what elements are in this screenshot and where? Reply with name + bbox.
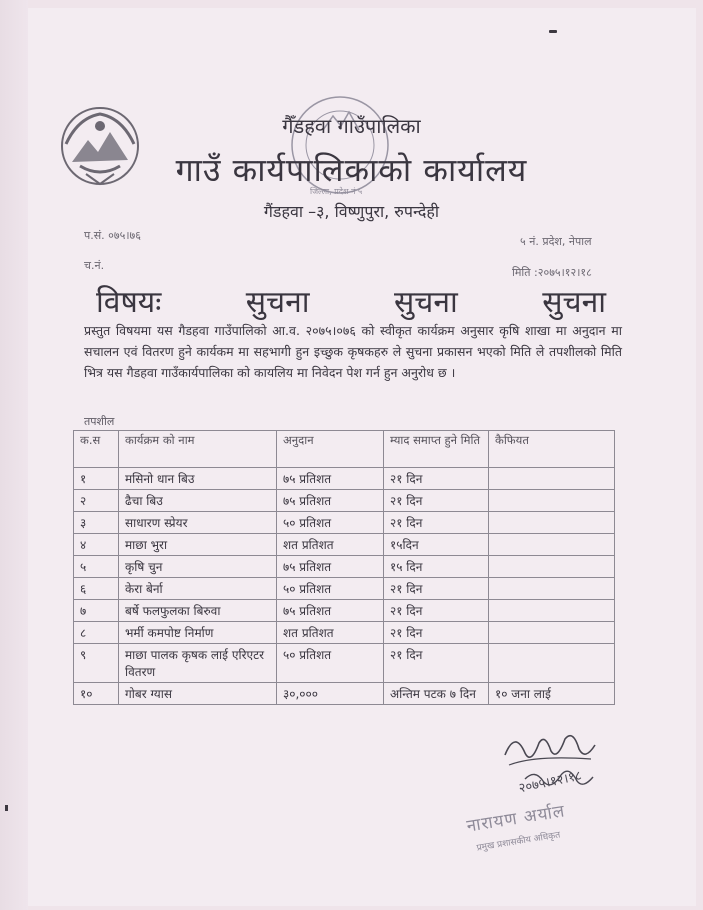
cell-sn: ४: [74, 534, 119, 556]
office-address: गैंडहवा –३, विष्णुपुरा, रुपन्देही: [263, 202, 440, 221]
cell-remarks: [489, 512, 615, 534]
cell-remarks: [489, 556, 615, 578]
cell-remarks: १० जना लाई: [489, 683, 615, 705]
cell-subsidy: ७५ प्रतिशत: [277, 468, 384, 490]
cell-deadline: २१ दिन: [384, 644, 489, 683]
table-row: [74, 534, 615, 556]
cell-sn: ८: [74, 622, 119, 644]
dispatch-number: च.नं.: [84, 259, 105, 272]
cell-remarks: [489, 622, 615, 644]
seal-text: जिल्ला, प्रदेश नं ५: [310, 187, 363, 196]
col-header-sn: क.स: [74, 431, 119, 468]
table-header-row: [74, 431, 615, 468]
notice-date: मिति :२०७५।१२।१८: [512, 266, 592, 279]
subject-line: [96, 280, 606, 321]
cell-subsidy: ७५ प्रतिशत: [277, 490, 384, 512]
cell-program: बर्षे फलफुलका बिरुवा: [119, 600, 277, 622]
signature-date: २०७५।१२।१८: [517, 768, 584, 797]
details-label: तपशील: [84, 415, 115, 428]
cell-deadline: २१ दिन: [384, 622, 489, 644]
cell-program: भर्मी कमपोष्ट निर्माण: [119, 622, 277, 644]
table-row: [74, 512, 615, 534]
ink-mark: [5, 805, 8, 811]
cell-sn: १: [74, 468, 119, 490]
table-row: [74, 490, 615, 512]
subject-label: विषयः: [96, 285, 162, 320]
subject-word: सुचना: [245, 285, 310, 320]
table-row: [74, 644, 615, 683]
col-header-remarks: कैफियत: [489, 431, 615, 468]
province-label: ५ नं. प्रदेश, नेपाल: [520, 235, 592, 248]
table-row: [74, 683, 615, 705]
reference-number: प.सं. ०७५।७६: [84, 229, 141, 242]
stamp-title: प्रमुख प्रशासकीय अधिकृत: [475, 830, 561, 854]
cell-subsidy: ५० प्रतिशत: [277, 578, 384, 600]
cell-remarks: [489, 534, 615, 556]
cell-program: गोबर ग्यास: [119, 683, 277, 705]
cell-deadline: २१ दिन: [384, 468, 489, 490]
cell-deadline: १५दिन: [384, 534, 489, 556]
col-header-subsidy: अनुदान: [277, 431, 384, 468]
cell-subsidy: ३०,०००: [277, 683, 384, 705]
table-row: [74, 468, 615, 490]
cell-remarks: [489, 490, 615, 512]
cell-program: ढैचा बिउ: [119, 490, 277, 512]
cell-remarks: [489, 600, 615, 622]
office-name-small: गैँडहवा गाउँपालिका: [282, 114, 421, 138]
ink-mark: [549, 30, 557, 33]
table-row: [74, 600, 615, 622]
cell-subsidy: ५० प्रतिशत: [277, 512, 384, 534]
cell-remarks: [489, 644, 615, 683]
cell-remarks: [489, 578, 615, 600]
cell-program: केरा बेर्ना: [119, 578, 277, 600]
cell-subsidy: ७५ प्रतिशत: [277, 556, 384, 578]
cell-sn: १०: [74, 683, 119, 705]
cell-sn: ३: [74, 512, 119, 534]
cell-program: माछा भुरा: [119, 534, 277, 556]
cell-subsidy: शत प्रतिशत: [277, 622, 384, 644]
col-header-deadline: म्याद समाप्त हुने मिति: [384, 431, 489, 468]
cell-subsidy: ५० प्रतिशत: [277, 644, 384, 683]
cell-program: कृषि चुन: [119, 556, 277, 578]
cell-subsidy: शत प्रतिशत: [277, 534, 384, 556]
cell-deadline: १५ दिन: [384, 556, 489, 578]
cell-sn: ६: [74, 578, 119, 600]
col-header-program: कार्यक्रम को नाम: [119, 431, 277, 468]
cell-program: मसिनो धान बिउ: [119, 468, 277, 490]
cell-deadline: २१ दिन: [384, 600, 489, 622]
cell-sn: ७: [74, 600, 119, 622]
program-table: [73, 430, 615, 705]
stamp-name: नारायण अर्याल: [465, 801, 567, 837]
table-row: [74, 556, 615, 578]
office-name-heading: गाउँ कार्यपालिकाको कार्यालय: [175, 151, 528, 189]
cell-program: साधारण स्प्रेयर: [119, 512, 277, 534]
cell-program: माछा पालक कृषक लाई एरिएटर वितरण: [119, 644, 277, 683]
cell-remarks: [489, 468, 615, 490]
cell-deadline: २१ दिन: [384, 490, 489, 512]
cell-sn: २: [74, 490, 119, 512]
cell-sn: ५: [74, 556, 119, 578]
subject-word: सुचना: [542, 285, 606, 320]
cell-subsidy: ७५ प्रतिशत: [277, 600, 384, 622]
cell-deadline: २१ दिन: [384, 578, 489, 600]
table-row: [74, 578, 615, 600]
table-row: [74, 622, 615, 644]
cell-deadline: अन्तिम पटक ७ दिन: [384, 683, 489, 705]
subject-word: सुचना: [394, 285, 458, 320]
notice-body: प्रस्तुत विषयमा यस गैडहवा गाउँपालिको आ.व. २०७५।०७६ को स्वीकृत कार्यक्रम अनुसार कृषि शाखा मा अनुदान मा सचालन एवं वितरण हुने कार्यकम मा सहभागी हुन इच्छुक कृषकहरु ले सुचना प्रकासन भएको मिति ले तपशीलको मिति भित्र यस गैडहवा गाउँकार्यपालिका को कायलिय मा निवेदन पेश गर्न हुन अनुरोध छ ।: [84, 323, 622, 380]
cell-deadline: २१ दिन: [384, 512, 489, 534]
cell-sn: ९: [74, 644, 119, 683]
